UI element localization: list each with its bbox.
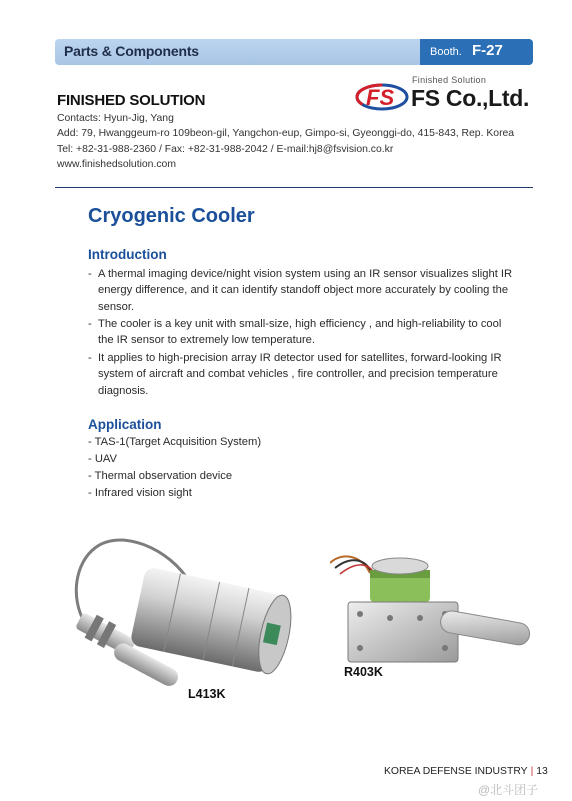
application-item: - TAS-1(Target Acquisition System): [88, 436, 262, 448]
intro-item-text: The cooler is a key unit with small-size, high efficiency , and high-reliability to cool the IR sensor to extremely low temperature.: [98, 318, 502, 347]
logo-name: FS Co.,Ltd.: [411, 85, 530, 111]
fs-logo-mark-icon: [355, 82, 409, 112]
r403k-cooler-image: [330, 548, 530, 678]
page-number: 13: [536, 766, 548, 777]
intro-item: - A thermal imaging device/night vision system using an IR sensor visualizes slight IR energy difference, and it can identify standoff object more accurately by cooling the sensor.: [88, 266, 518, 315]
introduction-heading: Introduction: [88, 247, 167, 262]
intro-item: - It applies to high-precision array IR detector used for satellites, forward-looking IR system of aircraft and combat vehicles , fire controller, and precision temperature diagnosis.: [88, 350, 518, 399]
booth-label: Booth.: [430, 46, 462, 58]
company-contacts: Contacts: Hyun-Jig, Yang: [57, 113, 174, 124]
divider: [55, 187, 533, 188]
company-address: Add: 79, Hwanggeum-ro 109beon-gil, Yangchon-eup, Gimpo-si, Gyeonggi-do, 415-843, Rep. Korea: [57, 128, 515, 139]
booth-box: [420, 39, 533, 65]
application-item-text: UAV: [94, 453, 118, 465]
company-website[interactable]: www.finishedsolution.com: [57, 159, 176, 170]
application-item: - Infrared vision sight: [88, 487, 192, 499]
watermark: @北斗团子: [478, 783, 539, 797]
footer-separator: |: [530, 766, 534, 777]
product-title: Cryogenic Cooler: [88, 205, 255, 227]
company-phone: Tel: +82-31-988-2360 / Fax: +82-31-988-2042 / E-mail:hj8@fsvision.co.kr: [57, 144, 394, 155]
svg-text:FS: FS: [366, 85, 395, 110]
application-item: - UAV: [88, 453, 118, 465]
section-label-box: [55, 39, 420, 65]
model-caption-l413k: L413K: [188, 687, 226, 700]
page-footer: [384, 766, 548, 777]
company-logo: [355, 75, 540, 115]
company-title: FINISHED SOLUTION: [57, 92, 206, 109]
publication-name: KOREA DEFENSE INDUSTRY: [384, 766, 528, 777]
model-caption-r403k: R403K: [344, 665, 383, 678]
application-item-text: Infrared vision sight: [94, 487, 192, 499]
application-item: - Thermal observation device: [88, 470, 233, 482]
application-item-text: Thermal observation device: [94, 470, 233, 482]
intro-item-text: A thermal imaging device/night vision system using an IR sensor visualizes slight IR energy difference, and it can identify standoff object more accurately by cooling the sensor.: [98, 268, 513, 313]
application-item-text: TAS-1(Target Acquisition System): [94, 436, 262, 448]
section-label: Parts & Components: [64, 43, 199, 59]
logo-tagline: Finished Solution: [412, 75, 487, 85]
booth-number: F-27: [472, 42, 503, 59]
intro-item: - The cooler is a key unit with small-size, high efficiency , and high-reliability to cool the IR sensor to extremely low temperature.: [88, 316, 518, 349]
section-header-band: [55, 39, 533, 65]
application-heading: Application: [88, 417, 162, 432]
l413k-cooler-image: [60, 528, 310, 700]
intro-item-text: It applies to high-precision array IR detector used for satellites, forward-looking IR system of aircraft and combat vehicles , fire controller, and precision temperature diagnosis.: [98, 352, 502, 397]
